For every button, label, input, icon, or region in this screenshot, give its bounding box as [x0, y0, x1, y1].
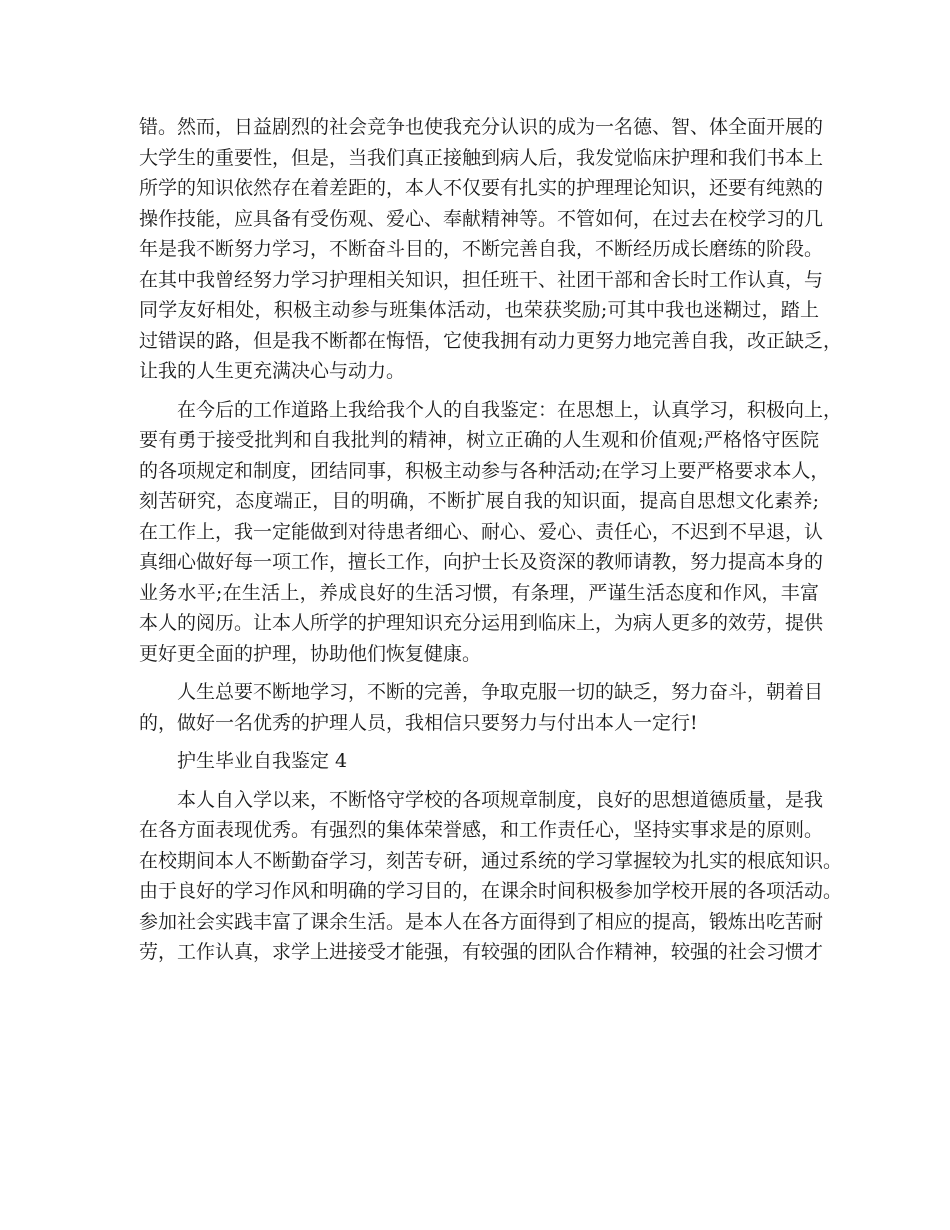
text-line: 在校期间本人不断勤奋学习，刻苦专研，通过系统的学习掌握较为扎实的根底知识。 [139, 849, 843, 872]
section-heading [139, 746, 819, 777]
text-line: 在工作上，我一定能做到对待患者细心、耐心、爱心、责任心，不迟到不早退，认 [139, 520, 824, 543]
text-line: 本人的阅历。让本人所学的护理知识充分运用到临床上，为病人更多的效劳，提供 [139, 612, 824, 634]
paragraph-continuation [139, 112, 843, 387]
text-line: 的，做好一名优秀的护理人员，我相信只要努力与付出本人一定行! [139, 711, 698, 734]
text-line: 操作技能，应具备有受伤观、爱心、奉献精神等。不管如何，在过去在校学习的几 [139, 207, 824, 230]
text-line: 由于良好的学习作风和明确的学习目的，在课余时间积极参加学校开展的各项活动。 [139, 880, 843, 902]
text-line: 参加社会实践丰富了课余生活。是本人在各方面得到了相应的提高，锻炼出吃苦耐 [139, 910, 824, 933]
text-line: 真细心做好每一项工作，擅长工作，向护士长及资深的教师请教，努力提高本身的 [139, 551, 824, 573]
text-line: 同学友好相处，积极主动参与班集体活动，也荣获奖励;可其中我也迷糊过，踏上 [139, 299, 819, 321]
text-line: 更好更全面的护理，协助他们恢复健康。 [139, 642, 482, 665]
text-line: 业务水平;在生活上，养成良好的生活习惯，有条理，严谨生活态度和作风，丰富 [139, 581, 819, 604]
text-line: 年是我不断努力学习，不断奋斗目的，不断完善自我，不断经历成长磨练的阶段。 [139, 238, 824, 260]
text-line: 过错误的路，但是我不断都在悔悟，它使我拥有动力更努力地完善自我，改正缺乏， [139, 329, 843, 352]
text-line: 本人自入学以来，不断恪守学校的各项规章制度，良好的思想道德质量，是我 [177, 788, 824, 811]
paragraph-self-appraisal [139, 395, 843, 670]
text-line: 在其中我曾经努力学习护理相关知识，担任班干、社团干部和舍长时工作认真，与 [139, 268, 824, 291]
text-line: 大学生的重要性，但是，当我们真正接触到病人后，我发觉临床护理和我们书本上 [139, 146, 824, 169]
document-body [139, 112, 843, 968]
paragraph-section4 [139, 785, 843, 968]
text-line: 人生总要不断地学习，不断的完善，争取克服一切的缺乏，努力奋斗，朝着目 [177, 681, 824, 703]
text-line: 错。然而，日益剧烈的社会竞争也使我充分认识的成为一名德、智、体全面开展的 [139, 116, 824, 138]
text-line: 所学的知识依然存在着差距的，本人不仅要有扎实的护理理论知识，还要有纯熟的 [139, 177, 824, 199]
paragraph-conclusion [139, 677, 824, 738]
text-line: 要有勇于接受批判和自我批判的精神，树立正确的人生观和价值观;严格恪守医院 [139, 429, 819, 451]
text-line: 让我的人生更充满决心与动力。 [139, 360, 406, 382]
text-line: 在各方面表现优秀。有强烈的集体荣誉感，和工作责任心，坚持实事求是的原则。 [139, 819, 824, 841]
text-line: 劳，工作认真，求学上进接受才能强，有较强的团队合作精神，较强的社会习惯才 [139, 941, 824, 963]
section-heading-text: 护生毕业自我鉴定 4 [177, 750, 348, 772]
text-line: 在今后的工作道路上我给我个人的自我鉴定：在思想上，认真学习，积极向上， [177, 398, 843, 421]
text-line: 的各项规定和制度，团结同事，积极主动参与各种活动;在学习上要严格要求本人， [139, 459, 830, 482]
text-line: 刻苦研究，态度端正，目的明确，不断扩展自我的知识面，提高自思想文化素养; [139, 490, 819, 512]
